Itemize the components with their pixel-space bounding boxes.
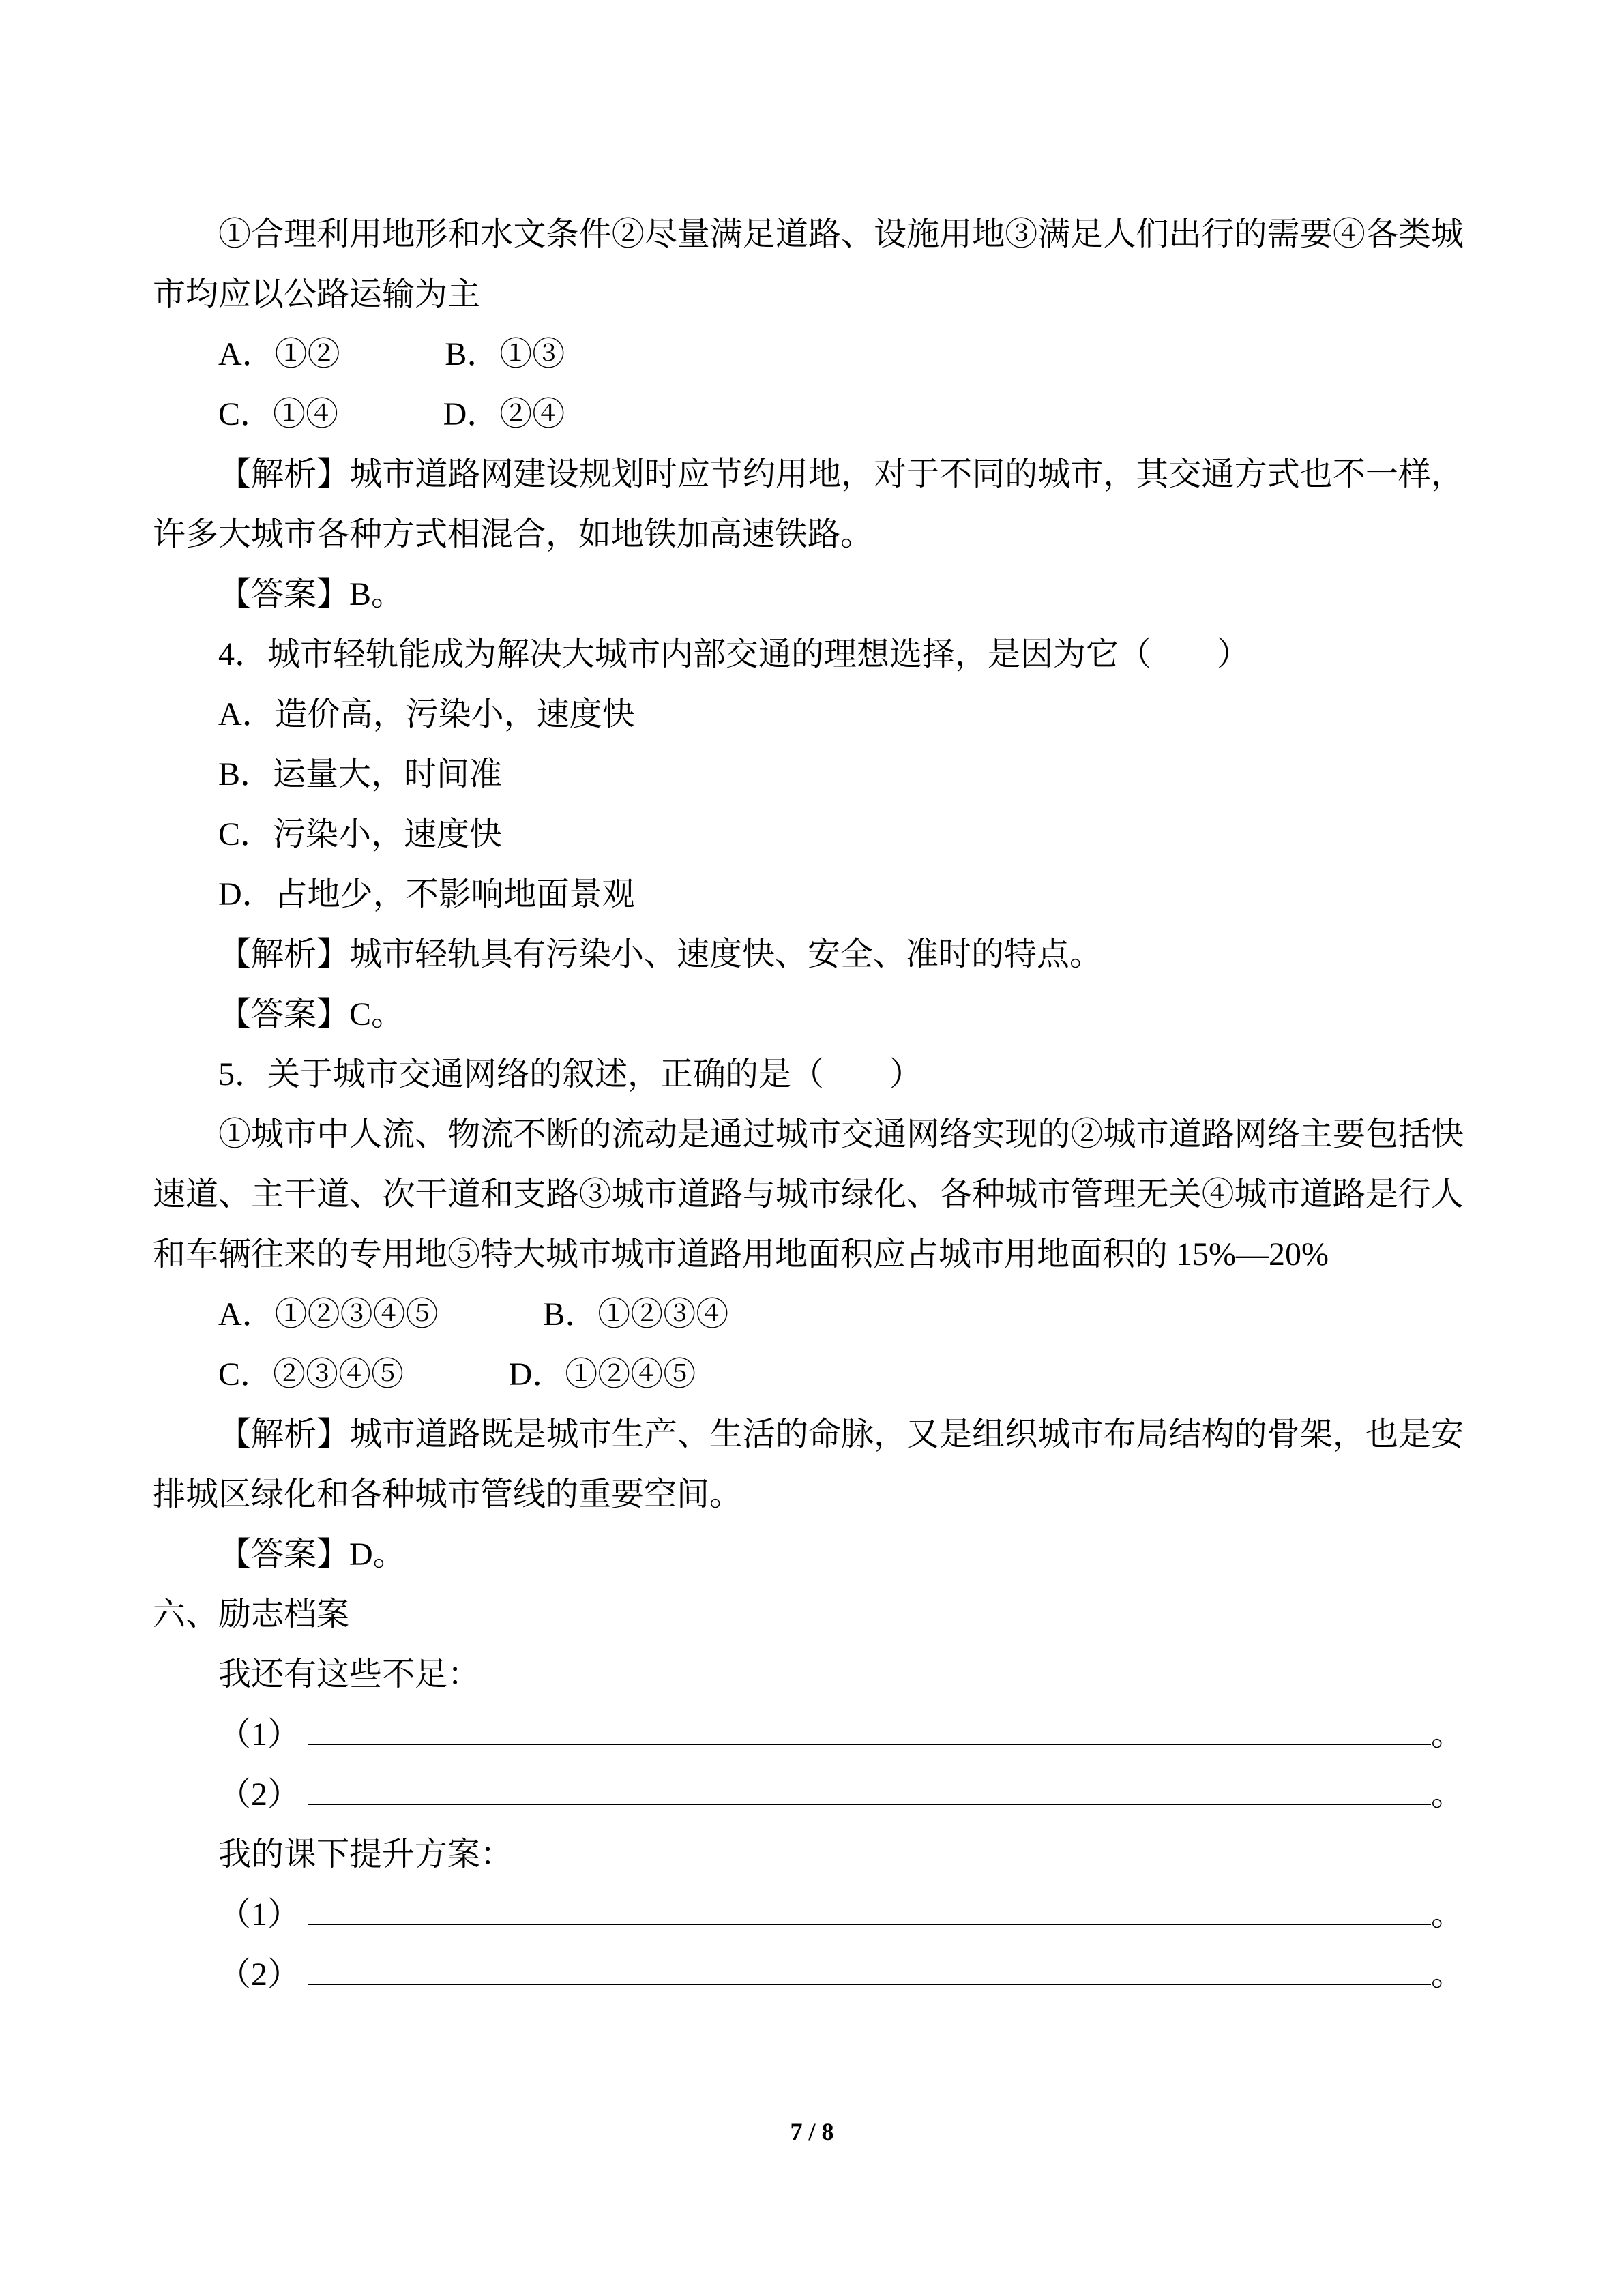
paragraph: 4．城市轻轨能成为解决大城市内部交通的理想选择，是因为它（ ）: [218, 636, 1250, 672]
answer-option: A．①②③④⑤: [218, 1296, 439, 1332]
page-number: 7 / 8: [790, 2118, 834, 2145]
blank-suffix: 。: [1430, 1716, 1464, 1753]
blank-underline: [308, 1744, 1431, 1745]
answer-options-row: [153, 325, 1464, 385]
paragraph: 【答案】C。: [218, 996, 404, 1032]
answer-option: C．②③④⑤: [218, 1356, 404, 1392]
blank-suffix: 。: [1430, 1776, 1464, 1813]
answer-options-row: [153, 1345, 1464, 1405]
paragraph: 【答案】D。: [218, 1536, 406, 1572]
blank-label: （2）: [218, 1956, 301, 1993]
paragraph: 我还有这些不足：: [218, 1656, 481, 1693]
paragraph: ①合理利用地形和水文条件②尽量满足道路、设施用地③满足人们出行的需要④各类城市均应以公路运输为主: [153, 216, 1464, 312]
blank-label: （1）: [218, 1716, 301, 1753]
blank-suffix: 。: [1430, 1896, 1464, 1933]
paragraph: 【解析】城市道路网建设规划时应节约用地，对于不同的城市，其交通方式也不一样，许多大城市各种方式相混合，如地铁加高速铁路。: [153, 456, 1464, 552]
answer-option: B．①②③④: [543, 1296, 729, 1332]
document-body: [153, 205, 1464, 2005]
blank-label: （1）: [218, 1896, 301, 1933]
paragraph: 【答案】B。: [218, 576, 404, 612]
paragraph: D．占地少，不影响地面景观: [218, 876, 635, 912]
paragraph: 5．关于城市交通网络的叙述，正确的是（ ）: [218, 1056, 923, 1092]
answer-options-row: [153, 1285, 1464, 1345]
blank-suffix: 。: [1430, 1956, 1464, 1993]
fill-in-blank-row: [153, 1885, 1464, 1945]
paragraph: 【解析】城市道路既是城市生产、生活的命脉，又是组织城市布局结构的骨架，也是安排城区绿化和各种城市管线的重要空间。: [153, 1416, 1464, 1512]
answer-option: A．①②: [218, 336, 340, 372]
fill-in-blank-row: [153, 1765, 1464, 1825]
page-footer: [0, 2119, 1624, 2144]
answer-options-row: [153, 385, 1464, 445]
paragraph: 我的课下提升方案：: [218, 1836, 514, 1873]
section-heading: 六、励志档案: [153, 1596, 350, 1632]
paragraph: ①城市中人流、物流不断的流动是通过城市交通网络实现的②城市道路网络主要包括快速道、主干道、次干道和支路③城市道路与城市绿化、各种城市管理无关④城市道路是行人和车辆往来的专用地⑤特大城市城市道路用地面积应占城市用地面积的 15%—20%: [153, 1116, 1464, 1272]
answer-option: D．②④: [443, 396, 565, 432]
answer-option: D．①②④⑤: [508, 1356, 696, 1392]
answer-option: C．①④: [218, 396, 339, 432]
blank-label: （2）: [218, 1776, 301, 1813]
answer-option: B．①③: [445, 336, 565, 372]
paragraph: B．运量大，时间准: [218, 756, 503, 792]
fill-in-blank-row: [153, 1705, 1464, 1765]
paragraph: 【解析】城市轻轨具有污染小、速度快、安全、准时的特点。: [218, 936, 1103, 972]
paragraph: C．污染小，速度快: [218, 816, 503, 852]
paragraph: A．造价高，污染小，速度快: [218, 696, 635, 732]
fill-in-blank-row: [153, 1945, 1464, 2005]
blank-underline: [308, 1924, 1431, 1925]
blank-underline: [308, 1804, 1431, 1805]
blank-underline: [308, 1984, 1431, 1985]
